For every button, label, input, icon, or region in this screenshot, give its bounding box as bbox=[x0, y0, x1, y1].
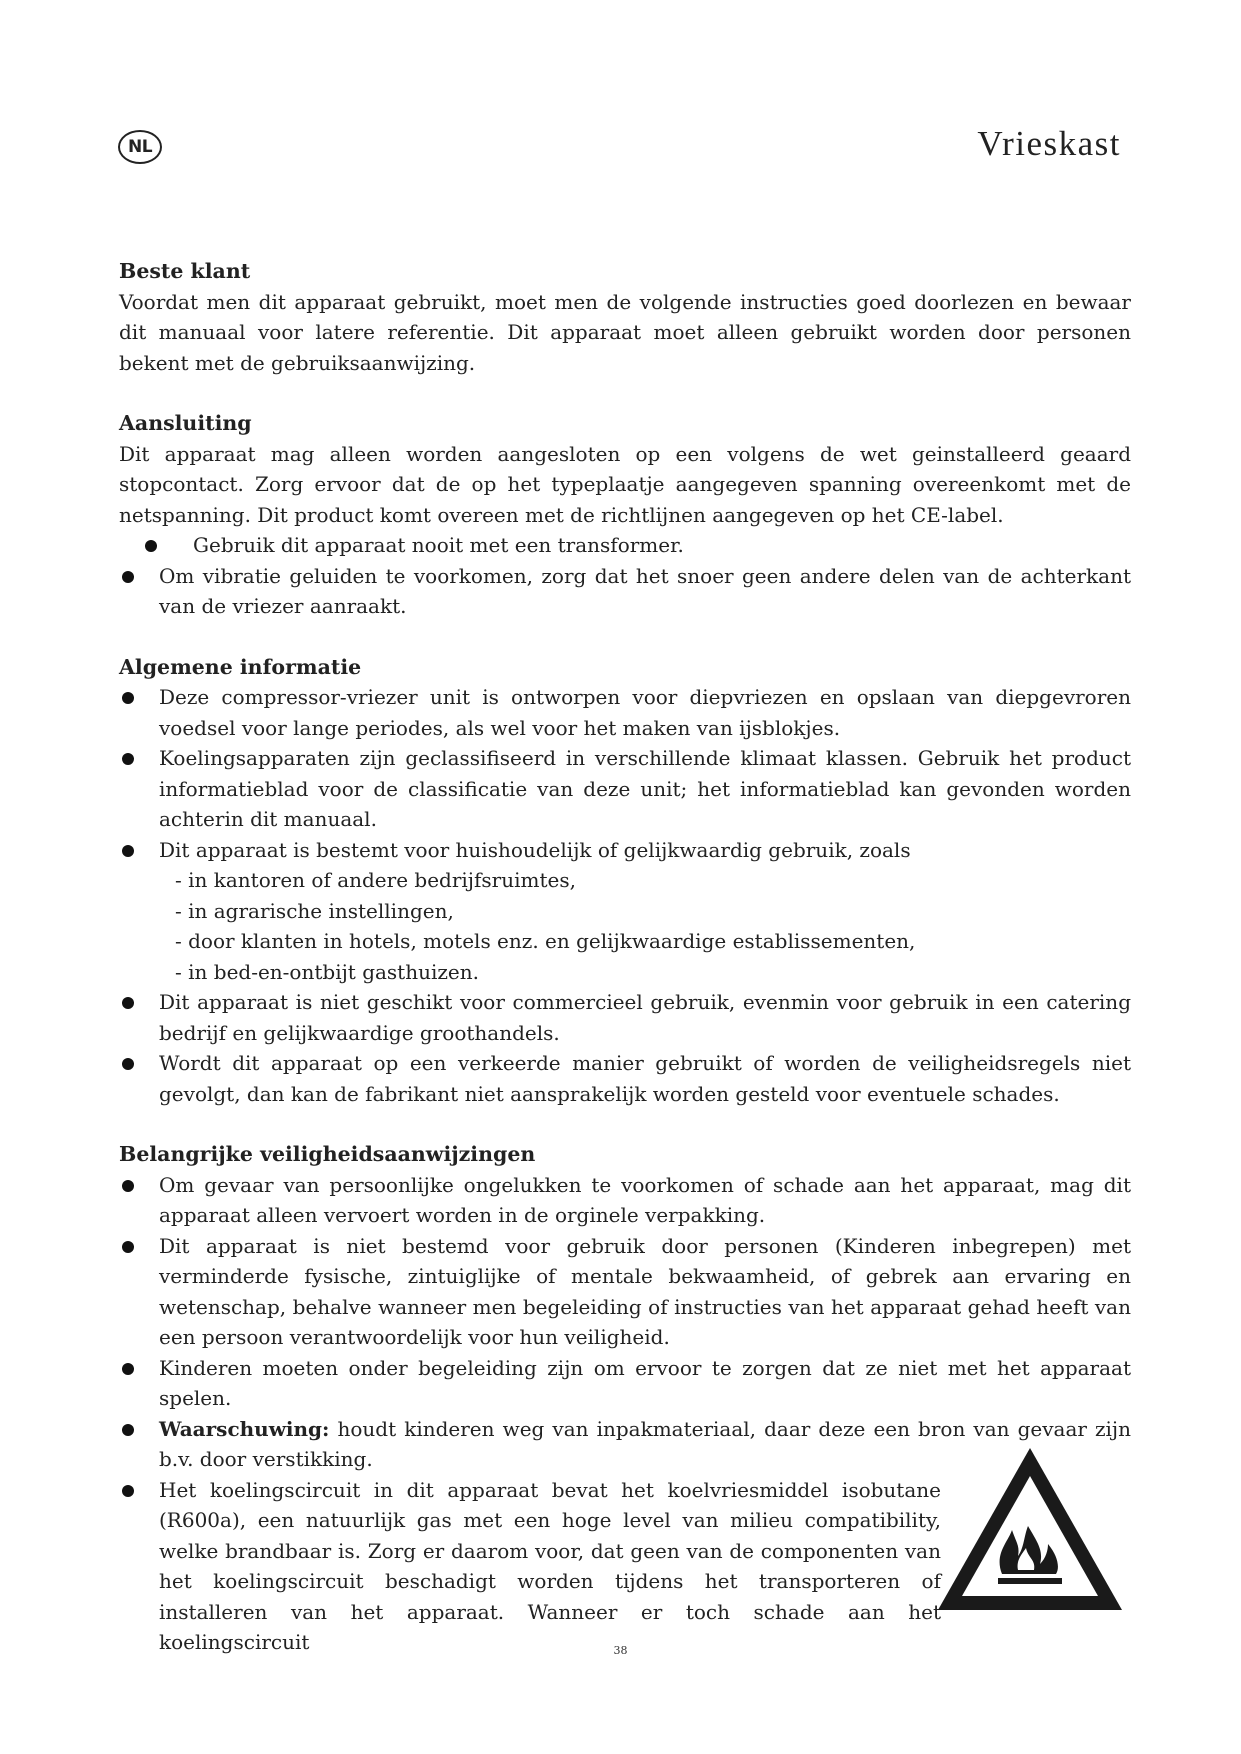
page-number: 38 bbox=[613, 1644, 628, 1657]
list-item-text: Dit apparaat is bestemt voor huishoudelijk of gelijkwaardig gebruik, zoals bbox=[159, 837, 911, 862]
section-connection bbox=[119, 408, 1131, 622]
dash-item: - door klanten in hotels, motels enz. en gelijkwaardige establissementen, bbox=[175, 926, 1131, 957]
list-item: Kinderen moeten onder begeleiding zijn om ervoor te zorgen dat ze niet met het apparaat spelen. bbox=[119, 1353, 1131, 1414]
section-general bbox=[119, 652, 1131, 1110]
language-badge bbox=[118, 130, 162, 164]
dash-item: - in bed-en-ontbijt gasthuizen. bbox=[175, 957, 1131, 988]
list-item: Om vibratie geluiden te voorkomen, zorg dat het snoer geen andere delen van de achterkant van de vriezer aanraakt. bbox=[119, 561, 1131, 622]
list-item: Koelingsapparaten zijn geclassifiseerd in verschillende klimaat klassen. Gebruik het product informatieblad voor de classificatie van deze unit; het informatieblad kan gevonden worden achterin dit manuaal. bbox=[119, 743, 1131, 835]
bullet-list bbox=[119, 530, 1131, 622]
list-item: Deze compressor-vriezer unit is ontworpen voor diepvriezen en opslaan van diepgevroren voedsel voor lange periodes, als wel voor het maken van ijsblokjes. bbox=[119, 682, 1131, 743]
list-item: Dit apparaat is niet bestemd voor gebruik door personen (Kinderen inbegrepen) met verminderde fysische, zintuiglijke of mentale bekwaamheid, of gebrek aan ervaring en wetenschap, behalve wanneer men begeleiding of instructies van het apparaat gehad heeft van een persoon verantwoordelijk voor hun veiligheid. bbox=[119, 1231, 1131, 1353]
section-heading: Algemene informatie bbox=[119, 654, 362, 679]
list-item: Dit apparaat is niet geschikt voor commercieel gebruik, evenmin voor gebruik in een catering bedrijf en gelijkwaardige groothandels. bbox=[119, 987, 1131, 1048]
list-item: Het koelingscircuit in dit apparaat bevat het koelvriesmiddel isobutane (R600a), een natuurlijk gas met een hoge level van milieu compatibility, welke brandbaar is. Zorg er daarom voor, dat geen van de componenten van het koelingscircuit beschadigt worden tijdens het transporteren of installeren van het apparaat. Wanneer er toch schade aan het koelingscircuit bbox=[119, 1475, 1131, 1658]
section-paragraph: Voordat men dit apparaat gebruikt, moet men de volgende instructies goed doorlezen en bewaar dit manuaal voor latere referentie. Dit apparaat moet alleen gebruikt worden door personen bekent met de gebruiksaanwijzing. bbox=[119, 289, 1131, 375]
section-heading: Beste klant bbox=[119, 259, 251, 283]
dash-item: - in kantoren of andere bedrijfsruimtes, bbox=[175, 865, 1131, 896]
bullet-list bbox=[119, 682, 1131, 1109]
section-paragraph: Dit apparaat mag alleen worden aangesloten op een volgens de wet geinstalleerd geaard stopcontact. Zorg ervoor dat de op het typeplaatje aangegeven spanning overeenkomt met de netspanning. Dit product komt overeen met de richtlijnen aangegeven op het CE-label. bbox=[119, 441, 1131, 527]
list-item: Om gevaar van persoonlijke ongelukken te voorkomen of schade aan het apparaat, mag dit apparaat alleen vervoert worden in de orginele verpakking. bbox=[119, 1170, 1131, 1231]
document-title: Vrieskast bbox=[977, 124, 1121, 163]
language-code: NL bbox=[127, 137, 153, 157]
warning-text: houdt kinderen weg van inpakmateriaal, daar deze een bron van gevaar zijn b.v. door verstikking. bbox=[159, 1416, 1132, 1471]
flammable-warning-icon bbox=[932, 1442, 1128, 1618]
list-item: Gebruik dit apparaat nooit met een transformer. bbox=[119, 530, 1131, 561]
list-item: Wordt dit apparaat op een verkeerde manier gebruikt of worden de veiligheidsregels niet gevolgt, dan kan de fabrikant niet aansprakelijk worden gesteld voor eventuele schades. bbox=[119, 1048, 1131, 1109]
dash-item: - in agrarische instellingen, bbox=[175, 896, 1131, 927]
section-heading: Belangrijke veiligheidsaanwijzingen bbox=[119, 1142, 536, 1166]
section-heading: Aansluiting bbox=[119, 411, 252, 435]
section-intro bbox=[119, 256, 1131, 378]
warning-label: Waarschuwing: bbox=[159, 1416, 330, 1441]
dash-list bbox=[159, 865, 1131, 987]
list-item bbox=[119, 835, 1131, 988]
